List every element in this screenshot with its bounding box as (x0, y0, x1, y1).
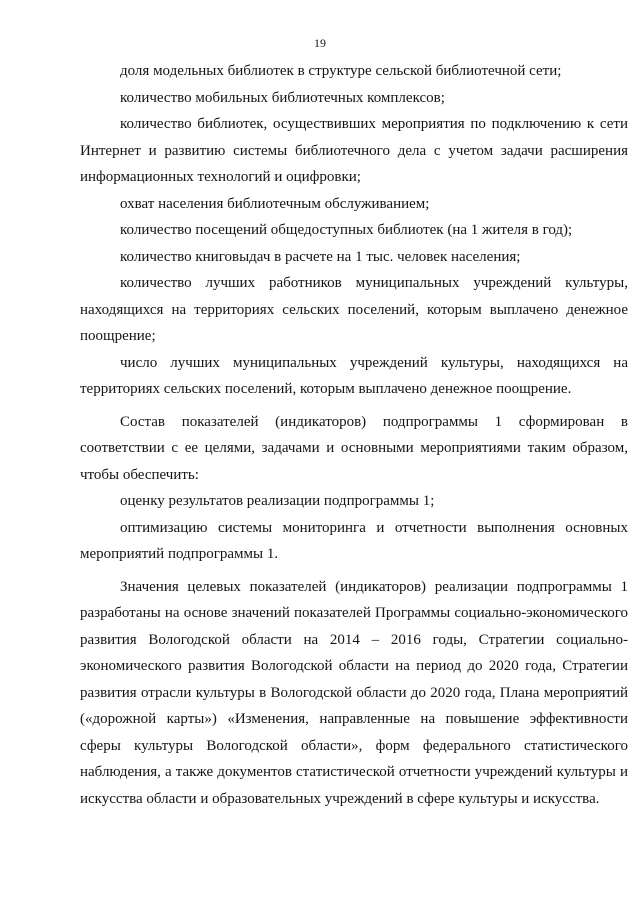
paragraph-mobile-complexes: количество мобильных библиотечных комплексов; (120, 89, 445, 106)
paragraph-monitoring: оптимизацию системы мониторинга и отчетности выполнения основных мероприятий подпрограммы 1. (80, 519, 628, 562)
paragraph-best-workers: количество лучших работников муниципальных учреждений культуры, находящихся на территориях сельских поселений, которым выплачено денежное поощрение; (80, 275, 628, 344)
paragraph-book-loans: количество книговыдач в расчете на 1 тыс. человек населения; (120, 248, 521, 265)
paragraph-coverage: охват населения библиотечным обслуживанием; (120, 195, 430, 212)
paragraph-assessment: оценку результатов реализации подпрограммы 1; (120, 493, 435, 509)
paragraph-indicator-composition: Состав показателей (индикаторов) подпрограммы 1 сформирован в соответствии с ее целями, задачами и основными мероприятиями таким образом, чтобы обеспечить: (80, 413, 628, 483)
paragraph-target-values: Значения целевых показателей (индикаторов) реализации подпрограммы 1 разработаны на основе значений показателей Программы социально-экономического развития Вологодской области на 2014 – 2016 годы, Стратегии социально-экономического развития Вологодской области на период до 2020 года, Стратегии развития отрасли культуры в Вологодской области до 2020 года, Плана мероприятий («дорожной карты») «Изменения, направленные на повышение эффективности сферы культуры Вологодской области», форм федерального статистического наблюдения, а также документов статистической отчетности учреждений культуры и искусства области и образовательных учреждений в сфере культуры и искусства. (80, 578, 628, 807)
page-number: 19 (314, 36, 326, 50)
paragraph-best-institutions: число лучших муниципальных учреждений культуры, находящихся на территориях сельских поселений, которым выплачено денежное поощрение. (80, 354, 628, 397)
body-text (80, 58, 628, 812)
paragraph-model-libraries: доля модельных библиотек в структуре сельской библиотечной сети; (120, 63, 562, 79)
paragraph-visits: количество посещений общедоступных библиотек (на 1 жителя в год); (120, 222, 573, 238)
paragraph-internet-connection: количество библиотек, осуществивших мероприятия по подключению к сети Интернет и развитию системы библиотечного дела с учетом задачи расширения информационных технологий и оцифровки; (80, 116, 628, 185)
